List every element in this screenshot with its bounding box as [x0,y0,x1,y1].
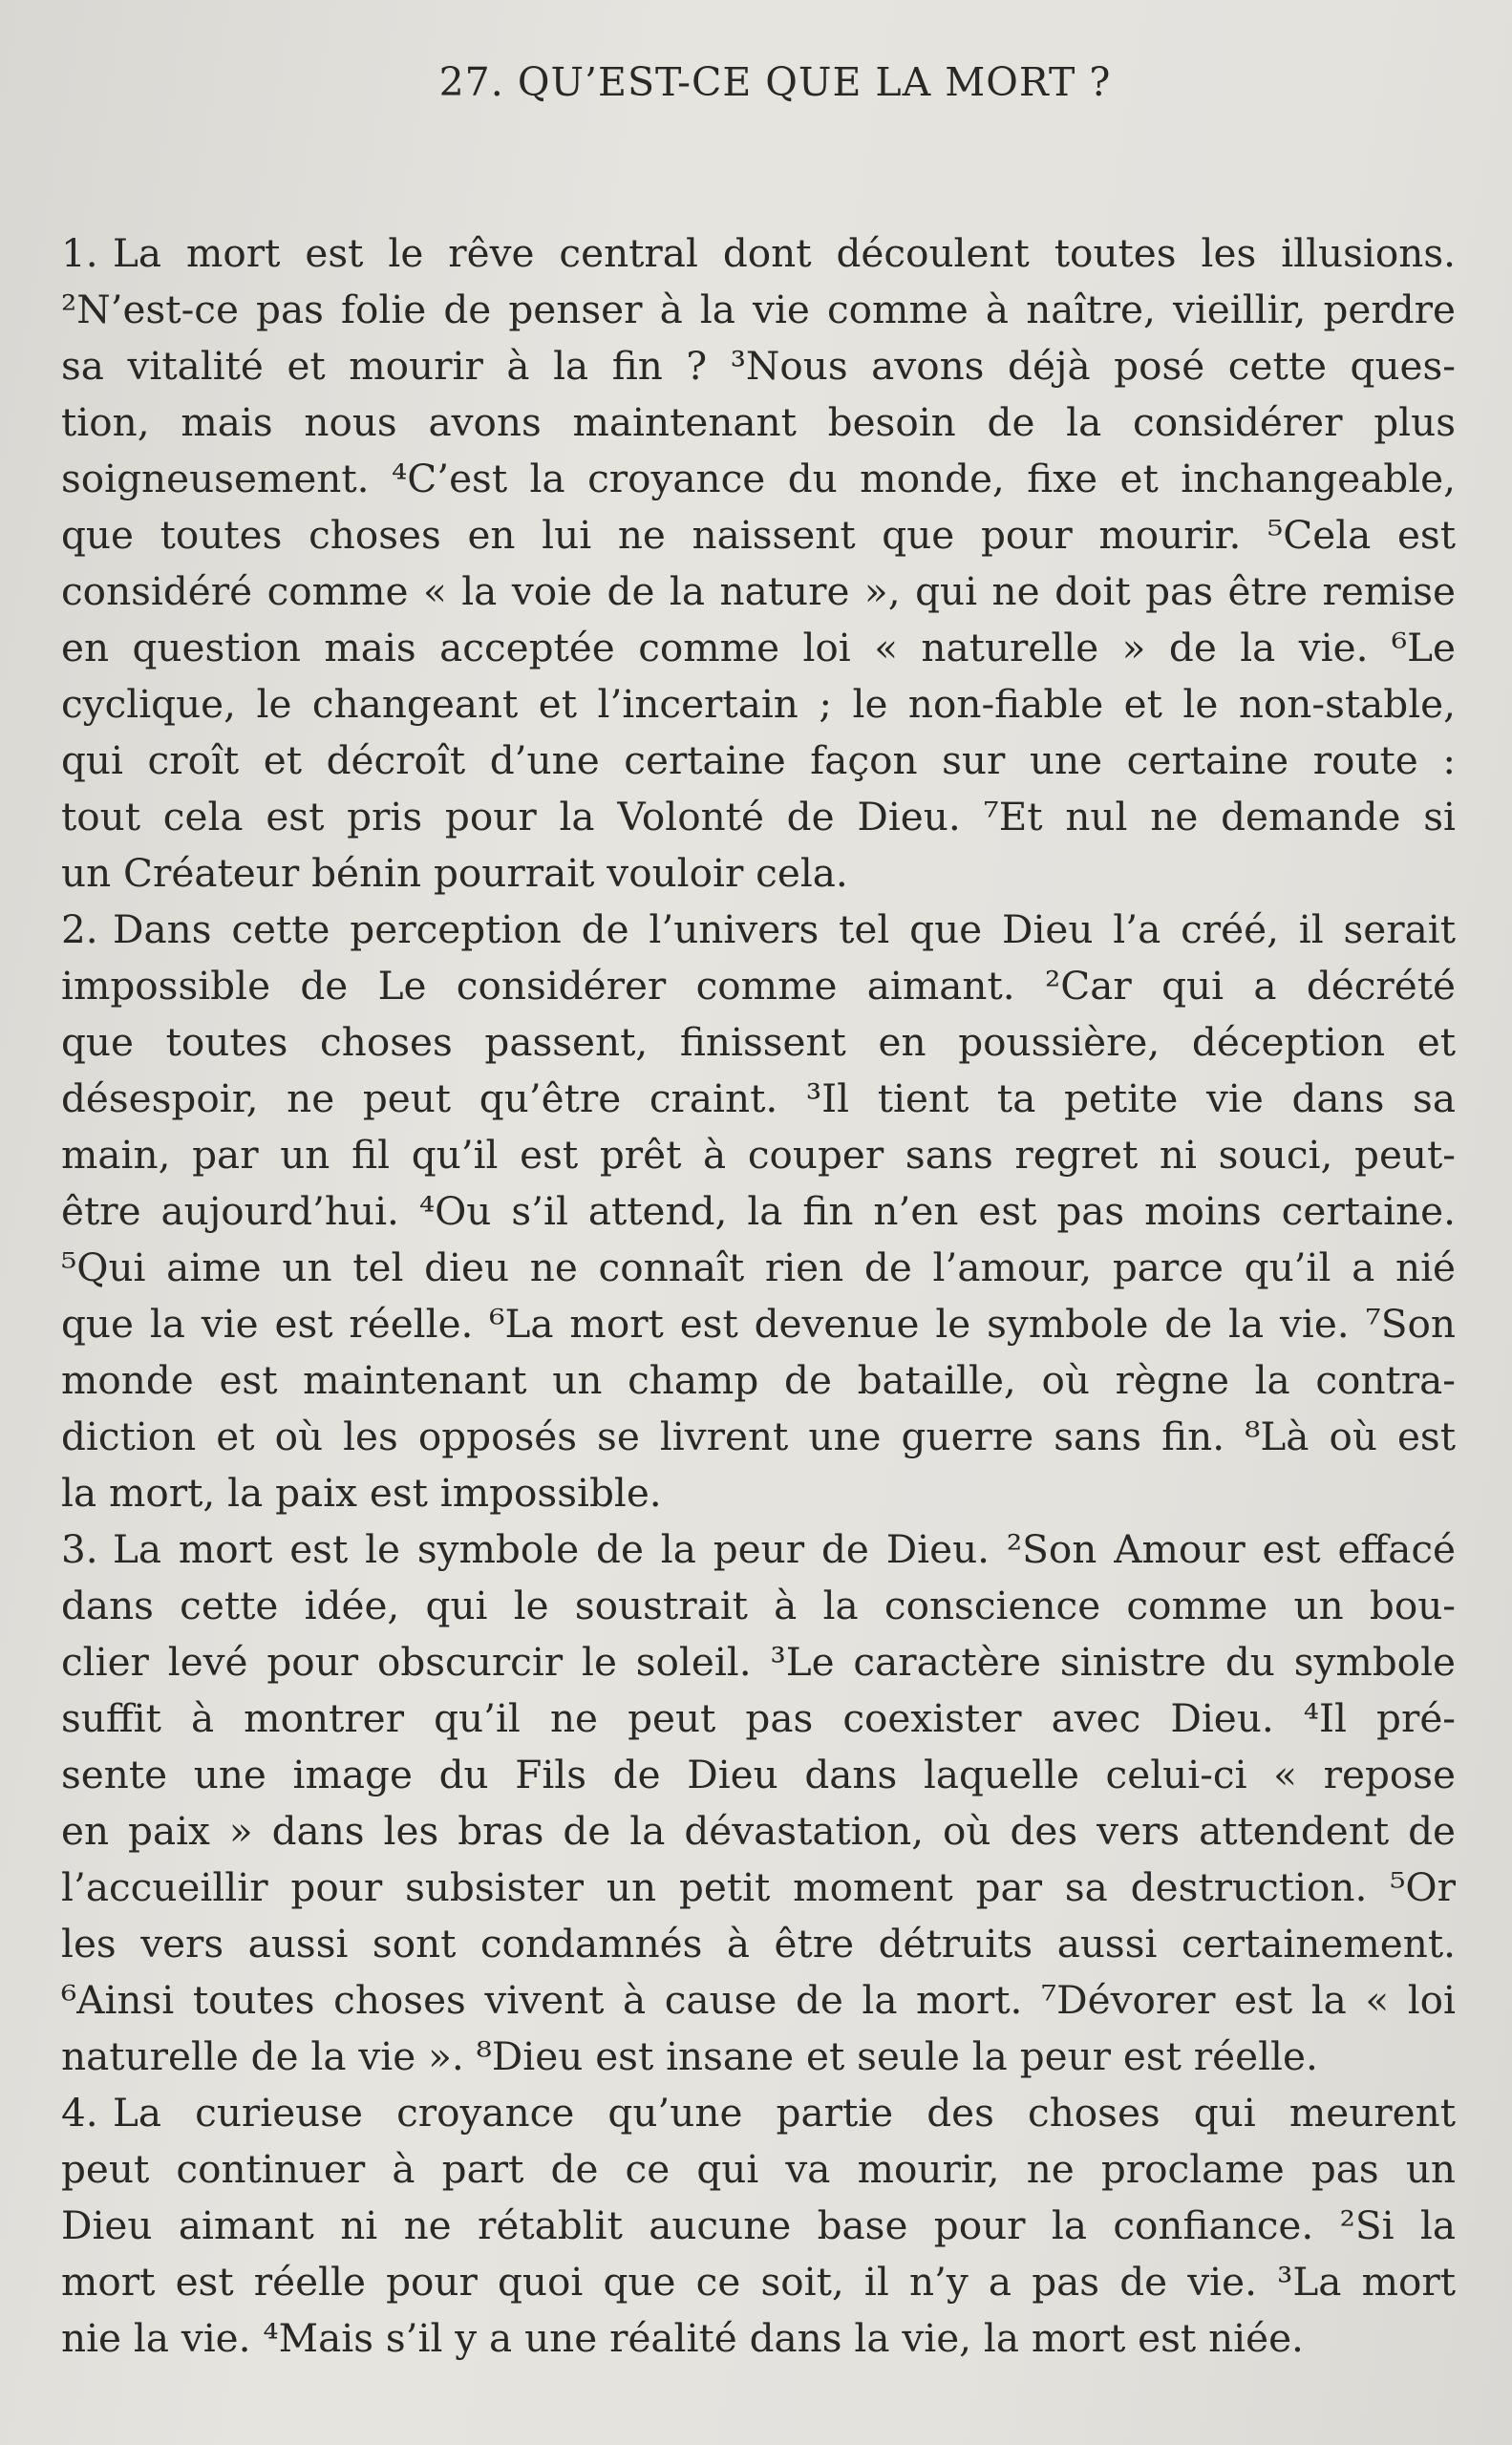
line-text: que la vie est réelle. ⁶La mort est devenue le symbole de la vie. ⁷Son [61,1301,1456,1347]
line-text: qui croît et décroît d’une certaine façon sur une certaine route : [61,737,1456,783]
line-text: en paix » dans les bras de la dévastation, où des vers attendent de [61,1808,1456,1854]
text-line [61,1352,1456,1409]
line-text: que toutes choses en lui ne naissent que pour mourir. ⁵Cela est [61,512,1456,558]
text-line [61,563,1456,620]
text-line [61,845,1456,902]
line-text: tout cela est pris pour la Volonté de Dieu. ⁷Et nul ne demande si [61,794,1456,840]
text-line [61,1803,1456,1860]
text-line [61,1240,1456,1296]
page-title: 27. QU’EST-CE QUE LA MORT ? [438,59,1112,105]
numbered-paragraph [61,1521,1456,2085]
text-line [61,676,1456,733]
line-text: La curieuse croyance qu’une partie des choses qui meurent [113,2090,1456,2136]
numbered-paragraph [61,225,1456,902]
paragraph-list [61,225,1456,2367]
numbered-paragraph [61,902,1456,1521]
line-text: tion, mais nous avons maintenant besoin de la considérer plus [61,399,1456,445]
paragraph-number: 1. [61,230,98,276]
line-text: main, par un fil qu’il est prêt à couper sans regret ni souci, peut- [61,1132,1456,1178]
text-line [61,338,1456,394]
text-line [61,1972,1456,2029]
line-text: désespoir, ne peut qu’être craint. ³Il tient ta petite vie dans sa [61,1075,1456,1121]
text-line [61,1071,1456,1127]
line-text: peut continuer à part de ce qui va mourir, ne proclame pas un [61,2146,1456,2192]
text-line [61,1296,1456,1352]
text-line [61,620,1456,676]
line-text: nie la vie. ⁴Mais s’il y a une réalité dans la vie, la mort est niée. [61,2315,1304,2361]
line-text: suffit à montrer qu’il ne peut pas coexister avec Dieu. ⁴Il pré- [61,1695,1456,1741]
text-line [61,1860,1456,1916]
text-line [61,1014,1456,1071]
line-text: dans cette idée, qui le soustrait à la conscience comme un bou- [61,1583,1456,1628]
line-text: un Créateur bénin pourrait vouloir cela. [61,850,848,896]
text-line [61,1747,1456,1803]
text-line [61,958,1456,1014]
text-line [61,2198,1456,2254]
text-line [61,1634,1456,1690]
line-text: mort est réelle pour quoi que ce soit, il n’y a pas de vie. ³La mort [61,2259,1456,2305]
line-text: soigneusement. ⁴C’est la croyance du monde, fixe et inchangeable, [61,456,1456,501]
text-line [61,2029,1456,2085]
text-line [61,225,1456,282]
text-line [61,1578,1456,1634]
line-text: Dieu aimant ni ne rétablit aucune base pour la confiance. ²Si la [61,2202,1456,2248]
line-text: considéré comme « la voie de la nature », qui ne doit pas être remise [61,568,1456,614]
line-text: La mort est le rêve central dont découlent toutes les illusions. [113,230,1456,276]
text-line [61,789,1456,845]
text-line [61,1916,1456,1972]
text-line [61,1409,1456,1465]
text-line [61,2254,1456,2310]
text-line [61,1465,1456,1521]
line-text: en question mais acceptée comme loi « naturelle » de la vie. ⁶Le [61,625,1456,670]
line-text: les vers aussi sont condamnés à être détruits aussi certainement. [61,1921,1456,1967]
line-text: ²N’est-ce pas folie de penser à la vie comme à naître, vieillir, perdre [61,287,1456,332]
text-line [61,1521,1456,1578]
line-text: naturelle de la vie ». ⁸Dieu est insane et seule la peur est réelle. [61,2033,1318,2079]
text-line [61,2310,1456,2367]
line-text: sa vitalité et mourir à la fin ? ³Nous avons déjà posé cette ques- [61,343,1456,389]
line-text: diction et où les opposés se livrent une guerre sans fin. ⁸Là où est [61,1414,1456,1459]
numbered-paragraph [61,2085,1456,2367]
paragraph-number: 3. [61,1526,98,1572]
text-line [61,1690,1456,1747]
line-text: l’accueillir pour subsister un petit moment par sa destruction. ⁵Or [61,1864,1456,1910]
line-text: monde est maintenant un champ de bataille, où règne la contra- [61,1357,1456,1403]
line-text: La mort est le symbole de la peur de Dieu. ²Son Amour est effacé [113,1526,1456,1572]
line-text: ⁵Qui aime un tel dieu ne connaît rien de l’amour, parce qu’il a nié [61,1244,1456,1290]
paragraph-number: 4. [61,2090,98,2136]
line-text: impossible de Le considérer comme aimant. ²Car qui a décrété [61,963,1456,1009]
line-text: clier levé pour obscurcir le soleil. ³Le caractère sinistre du symbole [61,1639,1456,1685]
line-text: Dans cette perception de l’univers tel que Dieu l’a créé, il serait [113,906,1456,952]
text-line [61,507,1456,563]
line-text: être aujourd’hui. ⁴Ou s’il attend, la fin n’en est pas moins certaine. [61,1188,1456,1234]
line-text: sente une image du Fils de Dieu dans laquelle celui-ci « repose [61,1752,1456,1797]
text-line [61,451,1456,507]
line-text: que toutes choses passent, finissent en poussière, déception et [61,1019,1456,1065]
text-line [61,733,1456,789]
paragraph-number: 2. [61,906,98,952]
text-line [61,1127,1456,1183]
text-line [61,1183,1456,1240]
text-line [61,394,1456,451]
text-line [61,902,1456,958]
text-line [61,2085,1456,2141]
line-text: cyclique, le changeant et l’incertain ; le non-fiable et le non-stable, [61,681,1456,727]
line-text: la mort, la paix est impossible. [61,1470,662,1516]
line-text: ⁶Ainsi toutes choses vivent à cause de la mort. ⁷Dévorer est la « loi [61,1977,1456,2023]
text-line [61,282,1456,338]
text-line [61,2141,1456,2198]
